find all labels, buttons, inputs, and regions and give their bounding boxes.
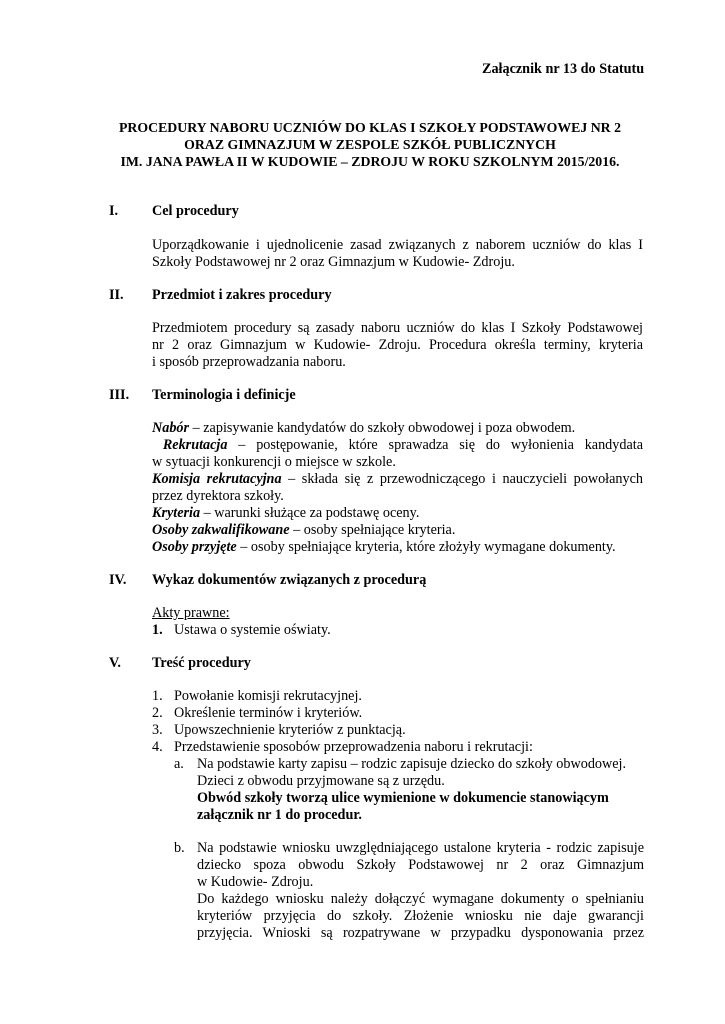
list-item-1-text: Powołanie komisji rekrutacyjnej. — [174, 688, 362, 704]
subitem-b-line-2: dziecko spoza obwodu Szkoły Podstawowej nr 2 oraz Gimnazjum — [197, 857, 644, 873]
list-item-1-number: 1. — [152, 688, 163, 704]
section-1-line-1: Uporządkowanie i ujednolicenie zasad związanych z naborem uczniów do klas I — [152, 237, 643, 253]
title-line-2: ORAZ GIMNAZJUM W ZESPOLE SZKÓŁ PUBLICZNYCH — [184, 137, 556, 152]
attachment-label: Załącznik nr 13 do Statutu — [482, 61, 645, 77]
section-2-number: II. — [109, 287, 124, 303]
section-1-heading: Cel procedury — [152, 203, 239, 219]
term-komisja: Komisja rekrutacyjna — [152, 471, 282, 487]
list-item-4-text: Przedstawienie sposobów przeprowadzenia naboru i rekrutacji: — [174, 739, 533, 755]
definition-nabor: Nabór – zapisywanie kandydatów do szkoły obwodowej i poza obwodem. — [152, 420, 576, 436]
list-item-3-number: 3. — [152, 722, 163, 738]
section-2-heading: Przedmiot i zakres procedury — [152, 287, 332, 303]
section-4-item-number: 1. — [152, 622, 163, 638]
title-line-3: IM. JANA PAWŁA II W KUDOWIE – ZDROJU W ROKU SZKOLNYM 2015/2016. — [120, 154, 620, 169]
subitem-b-line-5: kryteriów przyjęcia do szkoły. Złożenie wniosku nie daje gwarancji — [197, 908, 644, 924]
term-zakwalifikowane: Osoby zakwalifikowane — [152, 522, 290, 538]
term-przyjete: Osoby przyjęte — [152, 539, 237, 555]
section-2-line-3: i sposób przeprowadzania naboru. — [152, 354, 346, 370]
subitem-a-bold-2: załącznik nr 1 do procedur. — [197, 807, 362, 823]
title-line-1: PROCEDURY NABORU UCZNIÓW DO KLAS I SZKOŁY PODSTAWOWEJ NR 2 — [118, 120, 621, 135]
list-item-2-text: Określenie terminów i kryteriów. — [174, 705, 363, 721]
subitem-b-line-4: Do każdego wniosku należy dołączyć wymagane dokumenty o spełnianiu — [197, 891, 644, 907]
section-4-item-text: Ustawa o systemie oświaty. — [174, 622, 331, 638]
subitem-a-line-1: Na podstawie karty zapisu – rodzic zapisuje dziecko do szkoły obwodowej. — [197, 756, 627, 772]
section-2-line-1: Przedmiotem procedury są zasady naboru uczniów do klas I Szkoły Podstawowej — [152, 320, 643, 336]
section-4-subheading: Akty prawne: — [152, 605, 230, 621]
definition-zakwalifikowane: Osoby zakwalifikowane – osoby spełniające kryteria. — [152, 522, 456, 538]
subitem-b-line-6: przyjęcia. Wnioski są rozpatrywane w przypadku dysponowania przez — [197, 925, 644, 941]
section-4-number: IV. — [109, 572, 127, 588]
section-4-heading: Wykaz dokumentów związanych z procedurą — [152, 572, 427, 588]
subitem-a-letter: a. — [174, 756, 184, 772]
section-5-number: V. — [109, 655, 121, 671]
list-item-2-number: 2. — [152, 705, 163, 721]
subitem-b-letter: b. — [174, 840, 185, 856]
term-nabor: Nabór — [152, 420, 190, 436]
definition-rekrutacja: Rekrutacja – postępowanie, które sprawadza się do wyłonienia kandydata — [162, 437, 643, 453]
list-item-4-number: 4. — [152, 739, 163, 755]
subitem-b-line-1: Na podstawie wniosku uwzględniającego ustalone kryteria - rodzic zapisuje — [197, 840, 644, 856]
subitem-b-line-3: w Kudowie- Zdroju. — [197, 874, 314, 890]
definition-komisja-cont: przez dyrektora szkoły. — [152, 488, 284, 504]
term-rekrutacja: Rekrutacja — [162, 437, 228, 453]
section-1-number: I. — [109, 203, 119, 219]
subitem-a-line-2: Dzieci z obwodu przyjmowane są z urzędu. — [197, 773, 445, 789]
definition-kryteria: Kryteria – warunki służące za podstawę oceny. — [152, 505, 420, 521]
section-2-line-2: nr 2 oraz Gimnazjum w Kudowie- Zdroju. Procedura określa terminy, kryteria — [152, 337, 643, 353]
definition-komisja: Komisja rekrutacyjna – składa się z przewodniczącego i nauczycieli powołanych — [152, 471, 643, 487]
definition-przyjete: Osoby przyjęte – osoby spełniające kryteria, które złożyły wymagane dokumenty. — [152, 539, 616, 555]
definition-rekrutacja-cont: w sytuacji konkurencji o miejsce w szkole. — [152, 454, 396, 470]
section-3-number: III. — [109, 387, 130, 403]
term-kryteria: Kryteria — [152, 505, 201, 521]
section-1-line-2: Szkoły Podstawowej nr 2 oraz Gimnazjum w Kudowie- Zdroju. — [152, 254, 515, 270]
section-5-heading: Treść procedury — [152, 655, 251, 671]
list-item-3-text: Upowszechnienie kryteriów z punktacją. — [174, 722, 406, 738]
section-3-heading: Terminologia i definicje — [152, 387, 296, 403]
subitem-a-bold-1: Obwód szkoły tworzą ulice wymienione w dokumencie stanowiącym — [197, 790, 609, 806]
